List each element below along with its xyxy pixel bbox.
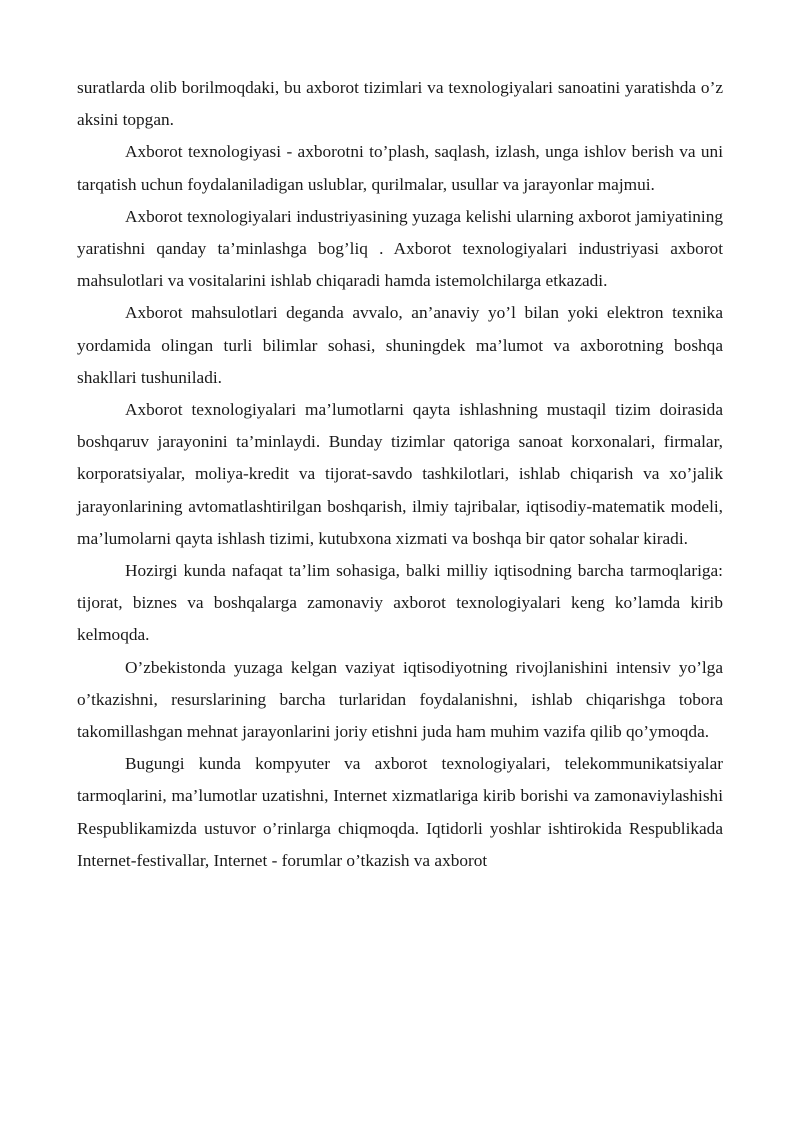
paragraph-data-processing: Axborot texnologiyalari ma’lumotlarni qayta ishlashning mustaqil tizim doirasida boshqaruv jarayonini ta’minlaydi. Bunday tizimlar qatoriga sanoat korxonalari, firmalar, korporatsiyalar, moliya-kredit va tijorat-savdo tashkilotlari, ishlab chiqarish va xo’jalik jarayonlarining avtomatlashtirilgan boshqarish, ilmiy tajribalar, iqtisodiy-matematik modeli, ma’lumolarni qayta ishlash tizimi, kutubxona xizmati va boshqa bir qator sohalar kiradi. bbox=[77, 400, 723, 548]
paragraph-information-products: Axborot mahsulotlari deganda avvalo, an’anaviy yo’l bilan yoki elektron texnika yordamida olingan turli bilimlar sohasi, shuningdek ma’lumot va axborotning boshqa shakllari tushuniladi. bbox=[77, 303, 723, 387]
paragraph-modern-it-spread: Hozirgi kunda nafaqat ta’lim sohasiga, balki milliy iqtisodning barcha tarmoqlariga: tijorat, biznes va boshqalarga zamonaviy axborot texnologiyalari keng ko’lamda kirib kelmoqda. bbox=[77, 561, 723, 645]
paragraph-it-industry: Axborot texnologiyalari industriyasining yuzaga kelishi ularning axborot jamiyatining yaratishni qanday ta’minlashga bog’liq . Axborot texnologiyalari industriyasi axborot mahsulotlari va vositalarini ishlab chiqaradi hamda istemolchilarga etkazadi. bbox=[77, 206, 723, 291]
paragraph-uzbekistan-situation: O’zbekistonda yuzaga kelgan vaziyat iqtisodiyotning rivojlanishini intensiv yo’lga o’tkazishni, resurslarining barcha turlaridan foydalanishni, ishlab chiqarishga tobora takomillashgan mehnat jarayonlarini joriy etishni juda ham muhim vazifa qilib qo’ymoqda. bbox=[77, 657, 723, 742]
paragraph-computer-telecom: Bugungi kunda kompyuter va axborot texnologiyalari, telekommunikatsiyalar tarmoqlarini, ma’lumotlar uzatishni, Internet xizmatlariga kirib borishi va zamonaviylashishi Respublikamizda ustuvor o’rinlarga chiqmoqda. Iqtidorli yoshlar ishtirokida Respublikada Internet-festivallar, Internet - forumlar o’tkazish va axborot bbox=[77, 754, 723, 870]
paragraph-it-definition: Axborot texnologiyasi - axborotni to’plash, saqlash, izlash, unga ishlov berish va uni tarqatish uchun foydalaniladigan uslublar, qurilmalar, usullar va jarayonlar majmui. bbox=[77, 142, 723, 194]
document-page bbox=[77, 72, 723, 877]
paragraph-continuation: suratlarda olib borilmoqdaki, bu axborot tizimlari va texnologiyalari sanoatini yaratishda o’z aksini topgan. bbox=[77, 78, 723, 130]
